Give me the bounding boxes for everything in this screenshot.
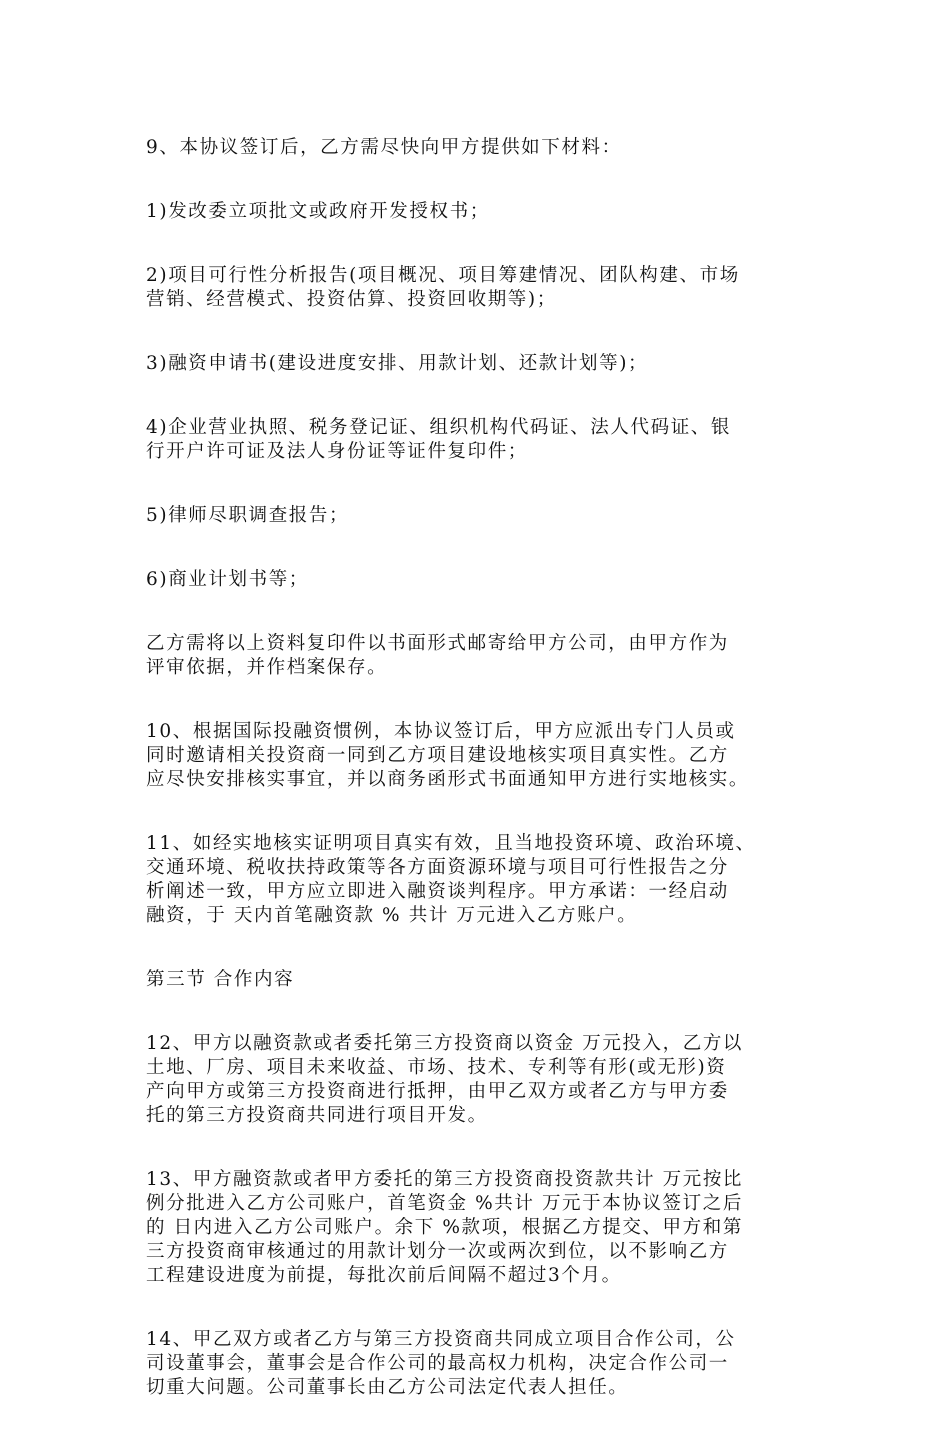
text-line: 乙方需将以上资料复印件以书面形式邮寄给甲方公司，由甲方作为	[146, 633, 729, 654]
text-line: 9、本协议签订后，乙方需尽快向甲方提供如下材料：	[146, 137, 622, 158]
text-line: 的 日内进入乙方公司账户。余下 %款项，根据乙方提交、甲方和第	[146, 1217, 743, 1238]
paragraph	[146, 504, 816, 528]
text-line: 同时邀请相关投资商一同到乙方项目建设地核实项目真实性。乙方	[146, 745, 729, 766]
text-line: 6)商业计划书等；	[146, 569, 309, 590]
text-line: 司设董事会，董事会是合作公司的最高权力机构，决定合作公司一	[146, 1353, 729, 1374]
paragraph	[146, 352, 816, 376]
paragraph	[146, 832, 816, 928]
text-line: 14、甲乙双方或者乙方与第三方投资商共同成立项目合作公司，公	[146, 1329, 736, 1350]
paragraph	[146, 632, 816, 680]
paragraph	[146, 264, 816, 312]
text-line: 融资，于 天内首笔融资款 % 共计 万元进入乙方账户。	[146, 905, 638, 926]
section-heading	[146, 968, 816, 992]
paragraph	[146, 720, 816, 792]
text-line: 11、如经实地核实证明项目真实有效，且当地投资环境、政治环境、	[146, 833, 756, 854]
text-line: 土地、厂房、项目未来收益、市场、技术、专利等有形(或无形)资	[146, 1057, 727, 1078]
text-line: 4)企业营业执照、税务登记证、组织机构代码证、法人代码证、银	[146, 417, 731, 438]
paragraph	[146, 1032, 816, 1128]
text-line: 产向甲方或第三方投资商进行抵押，由甲乙双方或者乙方与甲方委	[146, 1081, 729, 1102]
text-line: 13、甲方融资款或者甲方委托的第三方投资商投资款共计 万元按比	[146, 1169, 744, 1190]
text-line: 第三节 合作内容	[146, 969, 295, 990]
text-line: 营销、经营模式、投资估算、投资回收期等)；	[146, 289, 557, 310]
paragraph	[146, 136, 816, 160]
text-line: 交通环境、税收扶持政策等各方面资源环境与项目可行性报告之分	[146, 857, 729, 878]
paragraph	[146, 1168, 816, 1288]
text-line: 3)融资申请书(建设进度安排、用款计划、还款计划等)；	[146, 353, 649, 374]
text-line: 工程建设进度为前提，每批次前后间隔不超过3个月。	[146, 1265, 622, 1286]
text-line: 评审依据，并作档案保存。	[146, 657, 388, 678]
text-line: 切重大问题。公司董事长由乙方公司法定代表人担任。	[146, 1377, 629, 1398]
text-line: 例分批进入乙方公司账户，首笔资金 %共计 万元于本协议签订之后	[146, 1193, 743, 1214]
paragraph	[146, 416, 816, 464]
paragraph	[146, 200, 816, 224]
text-line: 2)项目可行性分析报告(项目概况、项目筹建情况、团队构建、市场	[146, 265, 740, 286]
text-line: 托的第三方投资商共同进行项目开发。	[146, 1105, 488, 1126]
text-line: 析阐述一致，甲方应立即进入融资谈判程序。甲方承诺：一经启动	[146, 881, 729, 902]
paragraph	[146, 568, 816, 592]
text-line: 12、甲方以融资款或者委托第三方投资商以资金 万元投入，乙方以	[146, 1033, 744, 1054]
document-body	[146, 136, 816, 1440]
text-line: 应尽快安排核实事宜，并以商务函形式书面通知甲方进行实地核实。	[146, 769, 750, 790]
text-line: 5)律师尽职调查报告；	[146, 505, 350, 526]
text-line: 1)发改委立项批文或政府开发授权书；	[146, 201, 490, 222]
text-line: 10、根据国际投融资惯例，本协议签订后，甲方应派出专门人员或	[146, 721, 736, 742]
text-line: 行开户许可证及法人身份证等证件复印件；	[146, 441, 528, 462]
text-line: 三方投资商审核通过的用款计划分一次或两次到位，以不影响乙方	[146, 1241, 729, 1262]
paragraph	[146, 1328, 816, 1400]
